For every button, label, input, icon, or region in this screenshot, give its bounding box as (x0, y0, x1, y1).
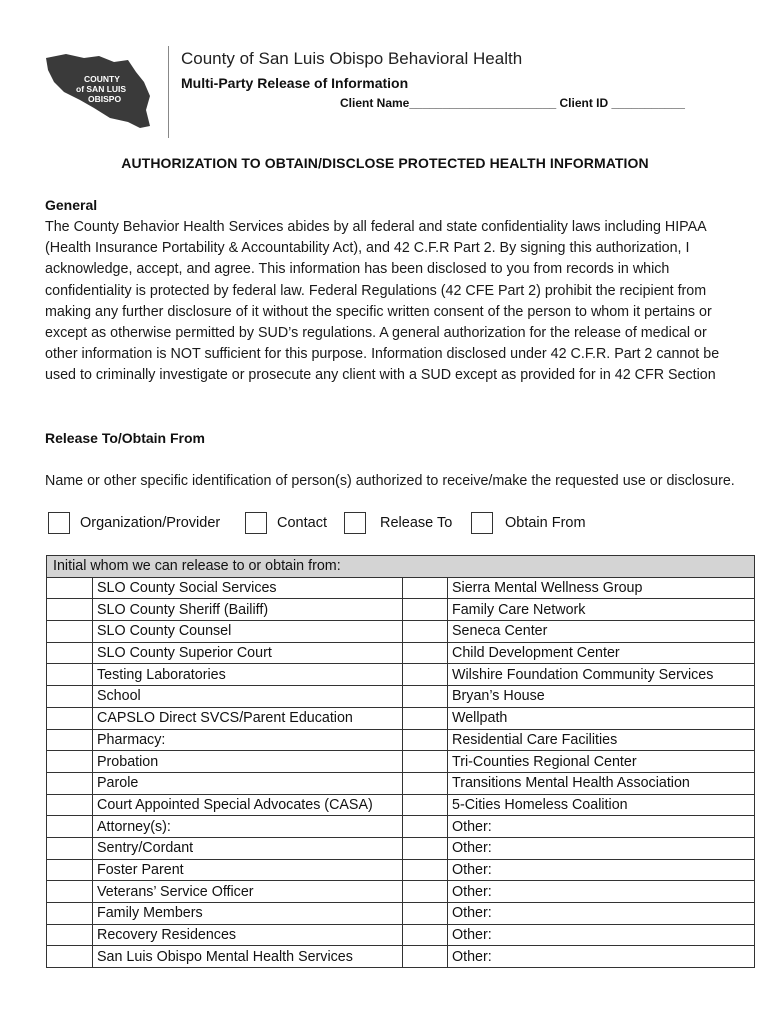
party-name-right: Other: (448, 924, 755, 946)
party-name-right: Transitions Mental Health Association (448, 772, 755, 794)
party-name-left: Parole (93, 772, 403, 794)
party-name-right: Tri-Counties Regional Center (448, 751, 755, 773)
checkbox-box[interactable] (344, 512, 366, 534)
table-header: Initial whom we can release to or obtain from: (47, 556, 755, 578)
initial-cell-right[interactable] (403, 772, 448, 794)
initial-cell-right[interactable] (403, 816, 448, 838)
party-name-left: Veterans’ Service Officer (93, 881, 403, 903)
initial-cell-left[interactable] (47, 642, 93, 664)
table-row (47, 664, 755, 686)
initial-cell-left[interactable] (47, 686, 93, 708)
table-row (47, 946, 755, 968)
checkbox-box[interactable] (471, 512, 493, 534)
party-name-left: Family Members (93, 903, 403, 925)
initial-cell-right[interactable] (403, 577, 448, 599)
party-name-left: Testing Laboratories (93, 664, 403, 686)
party-name-left: CAPSLO Direct SVCS/Parent Education (93, 707, 403, 729)
initial-cell-right[interactable] (403, 707, 448, 729)
logo-text-line3: OBISPO (88, 94, 122, 104)
initial-cell-right[interactable] (403, 924, 448, 946)
table-row (47, 729, 755, 751)
table-row (47, 642, 755, 664)
general-heading: General (45, 197, 98, 213)
checkbox-contact[interactable] (245, 512, 327, 534)
table-row (47, 599, 755, 621)
party-name-left: Probation (93, 751, 403, 773)
initial-cell-left[interactable] (47, 577, 93, 599)
table-row (47, 686, 755, 708)
party-name-right: Other: (448, 946, 755, 968)
table-row (47, 924, 755, 946)
party-name-right: Other: (448, 903, 755, 925)
party-name-left: SLO County Sheriff (Bailiff) (93, 599, 403, 621)
table-row (47, 794, 755, 816)
initial-cell-right[interactable] (403, 751, 448, 773)
checkbox-obtain-from[interactable] (471, 512, 586, 534)
initial-cell-right[interactable] (403, 621, 448, 643)
party-name-right: Other: (448, 837, 755, 859)
party-name-right: Wellpath (448, 707, 755, 729)
table-row (47, 577, 755, 599)
initial-cell-right[interactable] (403, 599, 448, 621)
initial-cell-left[interactable] (47, 816, 93, 838)
initial-cell-right[interactable] (403, 686, 448, 708)
initial-cell-right[interactable] (403, 881, 448, 903)
initial-cell-left[interactable] (47, 599, 93, 621)
checkbox-label: Organization/Provider (80, 515, 221, 531)
checkbox-label: Contact (277, 515, 327, 531)
initial-cell-right[interactable] (403, 794, 448, 816)
party-name-right: Residential Care Facilities (448, 729, 755, 751)
party-name-left: Court Appointed Special Advocates (CASA) (93, 794, 403, 816)
party-name-left: San Luis Obispo Mental Health Services (93, 946, 403, 968)
table-header-row (47, 556, 755, 578)
party-name-right: Seneca Center (448, 621, 755, 643)
table-row (47, 621, 755, 643)
table-row (47, 772, 755, 794)
table-body (47, 577, 755, 967)
party-name-left: Pharmacy: (93, 729, 403, 751)
party-name-left: SLO County Counsel (93, 621, 403, 643)
initial-cell-left[interactable] (47, 621, 93, 643)
party-name-right: Child Development Center (448, 642, 755, 664)
table-row (47, 751, 755, 773)
logo-text-line1: COUNTY (84, 74, 120, 84)
table-row (47, 707, 755, 729)
party-name-left: Foster Parent (93, 859, 403, 881)
release-parties-table (46, 555, 755, 968)
org-title: County of San Luis Obispo Behavioral Health (181, 49, 523, 68)
table-row (47, 881, 755, 903)
page-title: AUTHORIZATION TO OBTAIN/DISCLOSE PROTECTED HEALTH INFORMATION (121, 155, 649, 171)
party-name-right: Other: (448, 881, 755, 903)
release-heading: Release To/Obtain From (45, 430, 205, 446)
form-title: Multi-Party Release of Information (181, 75, 409, 91)
party-name-right: Sierra Mental Wellness Group (448, 577, 755, 599)
party-name-right: Bryan’s House (448, 686, 755, 708)
checkbox-release-to[interactable] (344, 512, 452, 534)
initial-cell-right[interactable] (403, 729, 448, 751)
initial-cell-left[interactable] (47, 751, 93, 773)
initial-cell-left[interactable] (47, 707, 93, 729)
county-logo (44, 52, 152, 130)
initial-cell-left[interactable] (47, 664, 93, 686)
logo-text-line2: of SAN LUIS (76, 84, 127, 94)
party-name-right: Other: (448, 816, 755, 838)
table-row (47, 903, 755, 925)
party-name-right: Other: (448, 859, 755, 881)
county-map-shape-icon (44, 52, 152, 130)
checkbox-box[interactable] (245, 512, 267, 534)
initial-cell-left[interactable] (47, 794, 93, 816)
party-name-left: SLO County Superior Court (93, 642, 403, 664)
initial-cell-left[interactable] (47, 772, 93, 794)
initial-cell-right[interactable] (403, 642, 448, 664)
initial-cell-left[interactable] (47, 881, 93, 903)
party-name-right: 5-Cities Homeless Coalition (448, 794, 755, 816)
checkbox-box[interactable] (48, 512, 70, 534)
checkbox-label: Release To (380, 515, 453, 531)
table-row (47, 837, 755, 859)
initial-cell-right[interactable] (403, 859, 448, 881)
general-paragraph: The County Behavior Health Services abides by all federal and state confidentiality laws including HIPAA (Health Insurance Portability & Accountability Act), and 42 C.F.R Part 2. By signing this authorization, I acknowledge, accept, and agree. This information has been disclosed to you from records in which confidentiality is protected by federal law. Federal Regulations (42 CFE Part 2) prohibit the recipient from making any further disclosure of it without the specific written consent of the person to whom it pertains or except as otherwise permitted by SUD’s regulations. A general authorization for the release of medical or other information is NOT sufficient for this purpose. Information disclosed under 42 C.F.R. Part 2 cannot be used to criminally investigate or prosecute any client with a SUD except as provided for in 42 CFR Section (45, 219, 720, 384)
party-name-left: Attorney(s): (93, 816, 403, 838)
header-divider (168, 46, 169, 138)
checkbox-label: Obtain From (505, 515, 586, 531)
party-name-left: Sentry/Cordant (93, 837, 403, 859)
initial-cell-right[interactable] (403, 664, 448, 686)
party-name-right: Family Care Network (448, 599, 755, 621)
party-name-right: Wilshire Foundation Community Services (448, 664, 755, 686)
initial-cell-left[interactable] (47, 903, 93, 925)
initial-cell-left[interactable] (47, 729, 93, 751)
party-name-left: SLO County Social Services (93, 577, 403, 599)
initial-cell-left[interactable] (47, 924, 93, 946)
table-row (47, 859, 755, 881)
initial-cell-left[interactable] (47, 946, 93, 968)
client-name-id-fields[interactable]: Client Name______________________ Client ID ___________ (340, 96, 685, 110)
initial-cell-right[interactable] (403, 903, 448, 925)
table-row (47, 816, 755, 838)
checkbox-organization-provider[interactable] (48, 512, 220, 534)
initial-cell-right[interactable] (403, 946, 448, 968)
party-name-left: Recovery Residences (93, 924, 403, 946)
initial-cell-left[interactable] (47, 837, 93, 859)
initial-cell-right[interactable] (403, 837, 448, 859)
party-name-left: School (93, 686, 403, 708)
initial-cell-left[interactable] (47, 859, 93, 881)
release-instructions: Name or other specific identification of person(s) authorized to receive/make the requested use or disclosure. (45, 473, 735, 489)
